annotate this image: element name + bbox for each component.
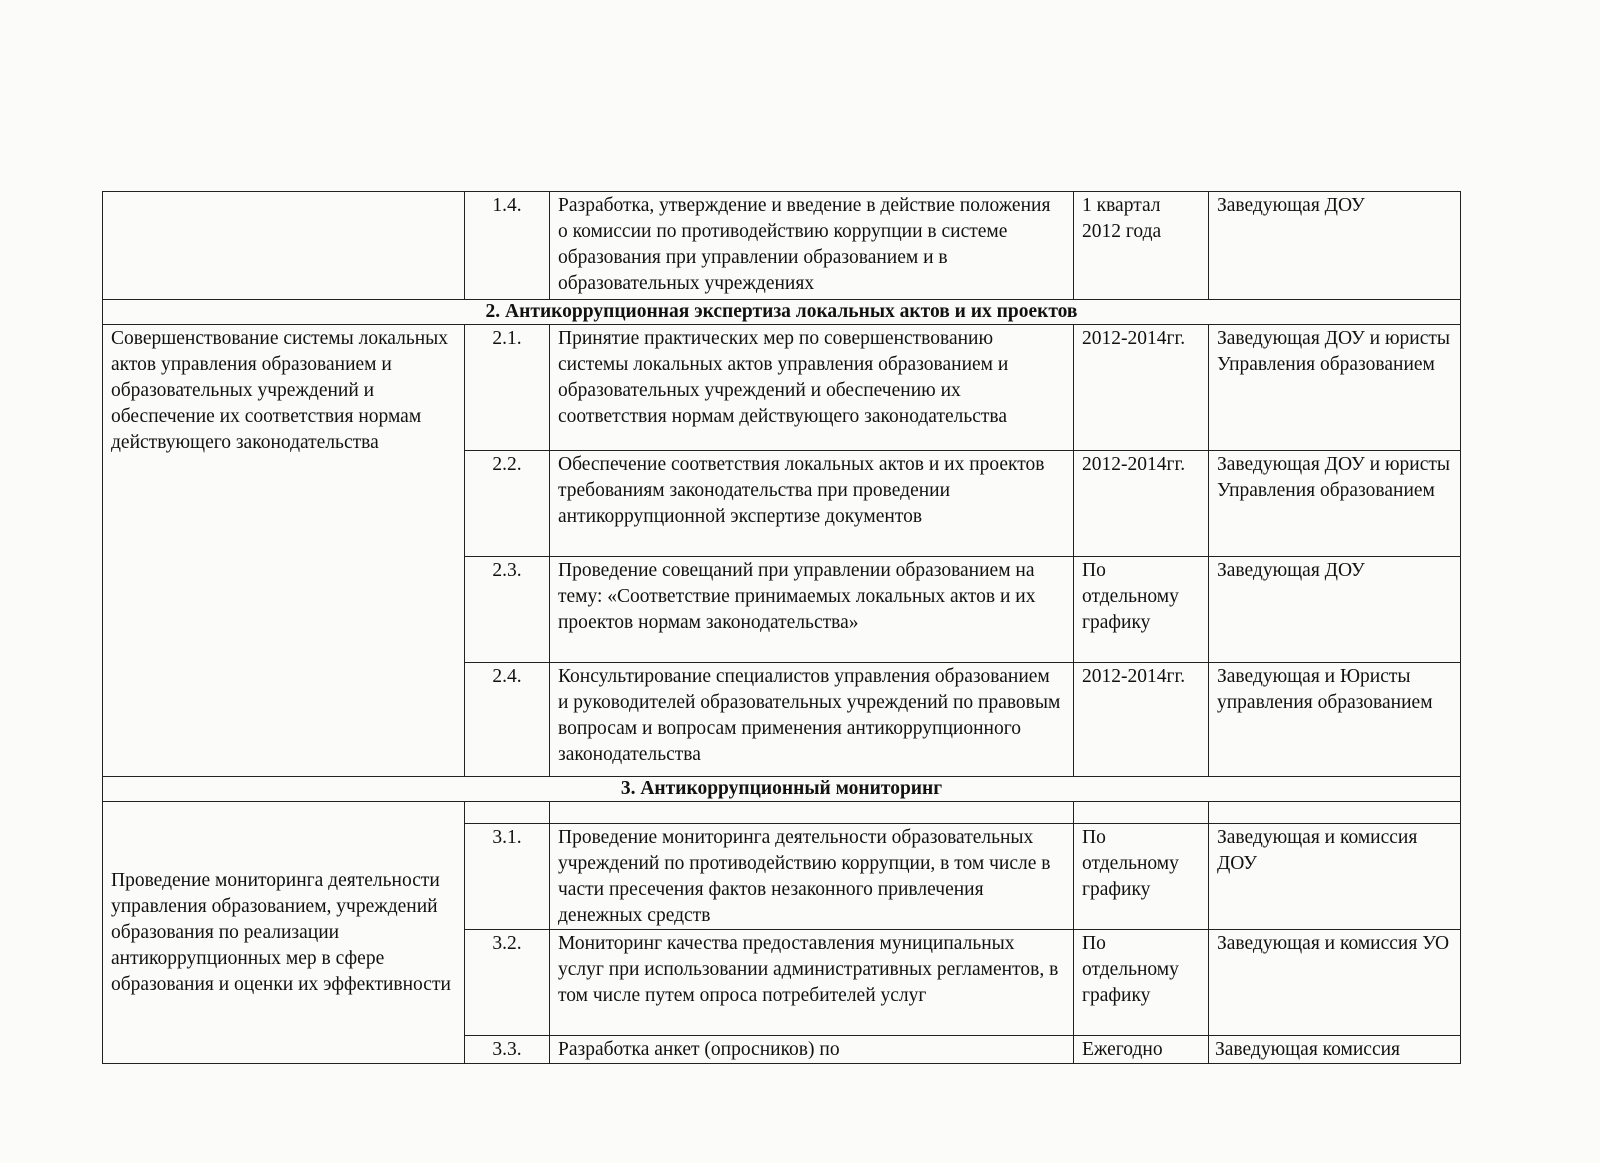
activity-cell: Разработка, утверждение и введение в действие положения о комиссии по противодействию коррупции в системе образования при управлении образованием и в образовательных учреждениях xyxy=(550,192,1074,300)
table-row xyxy=(103,192,1461,300)
goal-cell: Совершенствование системы локальных актов управления образованием и образовательных учреждений и обеспечение их соответствия нормам действующего законодательства xyxy=(103,325,465,777)
item-number: 1.4. xyxy=(465,192,550,300)
section-title: 2. Антикоррупционная экспертиза локальных актов и их проектов xyxy=(103,300,1461,325)
responsible-cell: Заведующая комиссия xyxy=(1209,1036,1461,1064)
responsible-cell: Заведующая ДОУ xyxy=(1209,557,1461,663)
empty-cell xyxy=(465,802,550,824)
section-header-row xyxy=(103,300,1461,325)
item-number: 2.1. xyxy=(465,325,550,451)
item-number: 3.3. xyxy=(465,1036,550,1064)
activity-cell: Мониторинг качества предоставления муниципальных услуг при использовании административных регламентов, в том числе путем опроса потребителей услуг xyxy=(550,930,1074,1036)
activity-cell: Консультирование специалистов управления образованием и руководителей образовательных учреждений по правовым вопросам и вопросам применения антикоррупционного законодательства xyxy=(550,663,1074,777)
item-number: 3.1. xyxy=(465,824,550,930)
responsible-cell: Заведующая и комиссия УО xyxy=(1209,930,1461,1036)
term-cell: По отдельному графику xyxy=(1074,557,1209,663)
responsible-cell: Заведующая ДОУ и юристы Управления образованием xyxy=(1209,451,1461,557)
item-number: 2.2. xyxy=(465,451,550,557)
activity-cell: Принятие практических мер по совершенствованию системы локальных актов управления образованием и образовательных учреждений и обеспечению их соответствия нормам действующего законодательства xyxy=(550,325,1074,451)
term-cell: Ежегодно xyxy=(1074,1036,1209,1064)
term-cell: 2012-2014гг. xyxy=(1074,663,1209,777)
term-cell: По отдельному графику xyxy=(1074,930,1209,1036)
empty-cell xyxy=(550,802,1074,824)
activity-cell: Разработка анкет (опросников) по xyxy=(550,1036,1074,1064)
activity-cell: Проведение мониторинга деятельности образовательных учреждений по противодействию коррупции, в том числе в части пресечения фактов незаконного привлечения денежных средств xyxy=(550,824,1074,930)
term-cell: 2012-2014гг. xyxy=(1074,451,1209,557)
empty-cell xyxy=(1074,802,1209,824)
section-title: 3. Антикоррупционный мониторинг xyxy=(103,777,1461,802)
item-number: 2.3. xyxy=(465,557,550,663)
term-cell: По отдельному графику xyxy=(1074,824,1209,930)
goal-cell xyxy=(103,192,465,300)
table-row xyxy=(103,802,1461,824)
responsible-cell: Заведующая ДОУ xyxy=(1209,192,1461,300)
action-plan-table xyxy=(102,191,1461,1064)
item-number: 2.4. xyxy=(465,663,550,777)
section-header-row xyxy=(103,777,1461,802)
item-number: 3.2. xyxy=(465,930,550,1036)
activity-cell: Проведение совещаний при управлении образованием на тему: «Соответствие принимаемых локальных актов и их проектов нормам законодательства» xyxy=(550,557,1074,663)
empty-cell xyxy=(1209,802,1461,824)
responsible-cell: Заведующая ДОУ и юристы Управления образованием xyxy=(1209,325,1461,451)
activity-cell: Обеспечение соответствия локальных актов и их проектов требованиям законодательства при проведении антикоррупционной экспертизе документов xyxy=(550,451,1074,557)
goal-cell: Проведение мониторинга деятельности управления образованием, учреждений образования по реализации антикоррупционных мер в сфере образования и оценки их эффективности xyxy=(103,802,465,1064)
term-cell: 2012-2014гг. xyxy=(1074,325,1209,451)
responsible-cell: Заведующая и Юристы управления образованием xyxy=(1209,663,1461,777)
term-cell: 1 квартал 2012 года xyxy=(1074,192,1209,300)
responsible-cell: Заведующая и комиссия ДОУ xyxy=(1209,824,1461,930)
table-row xyxy=(103,325,1461,451)
